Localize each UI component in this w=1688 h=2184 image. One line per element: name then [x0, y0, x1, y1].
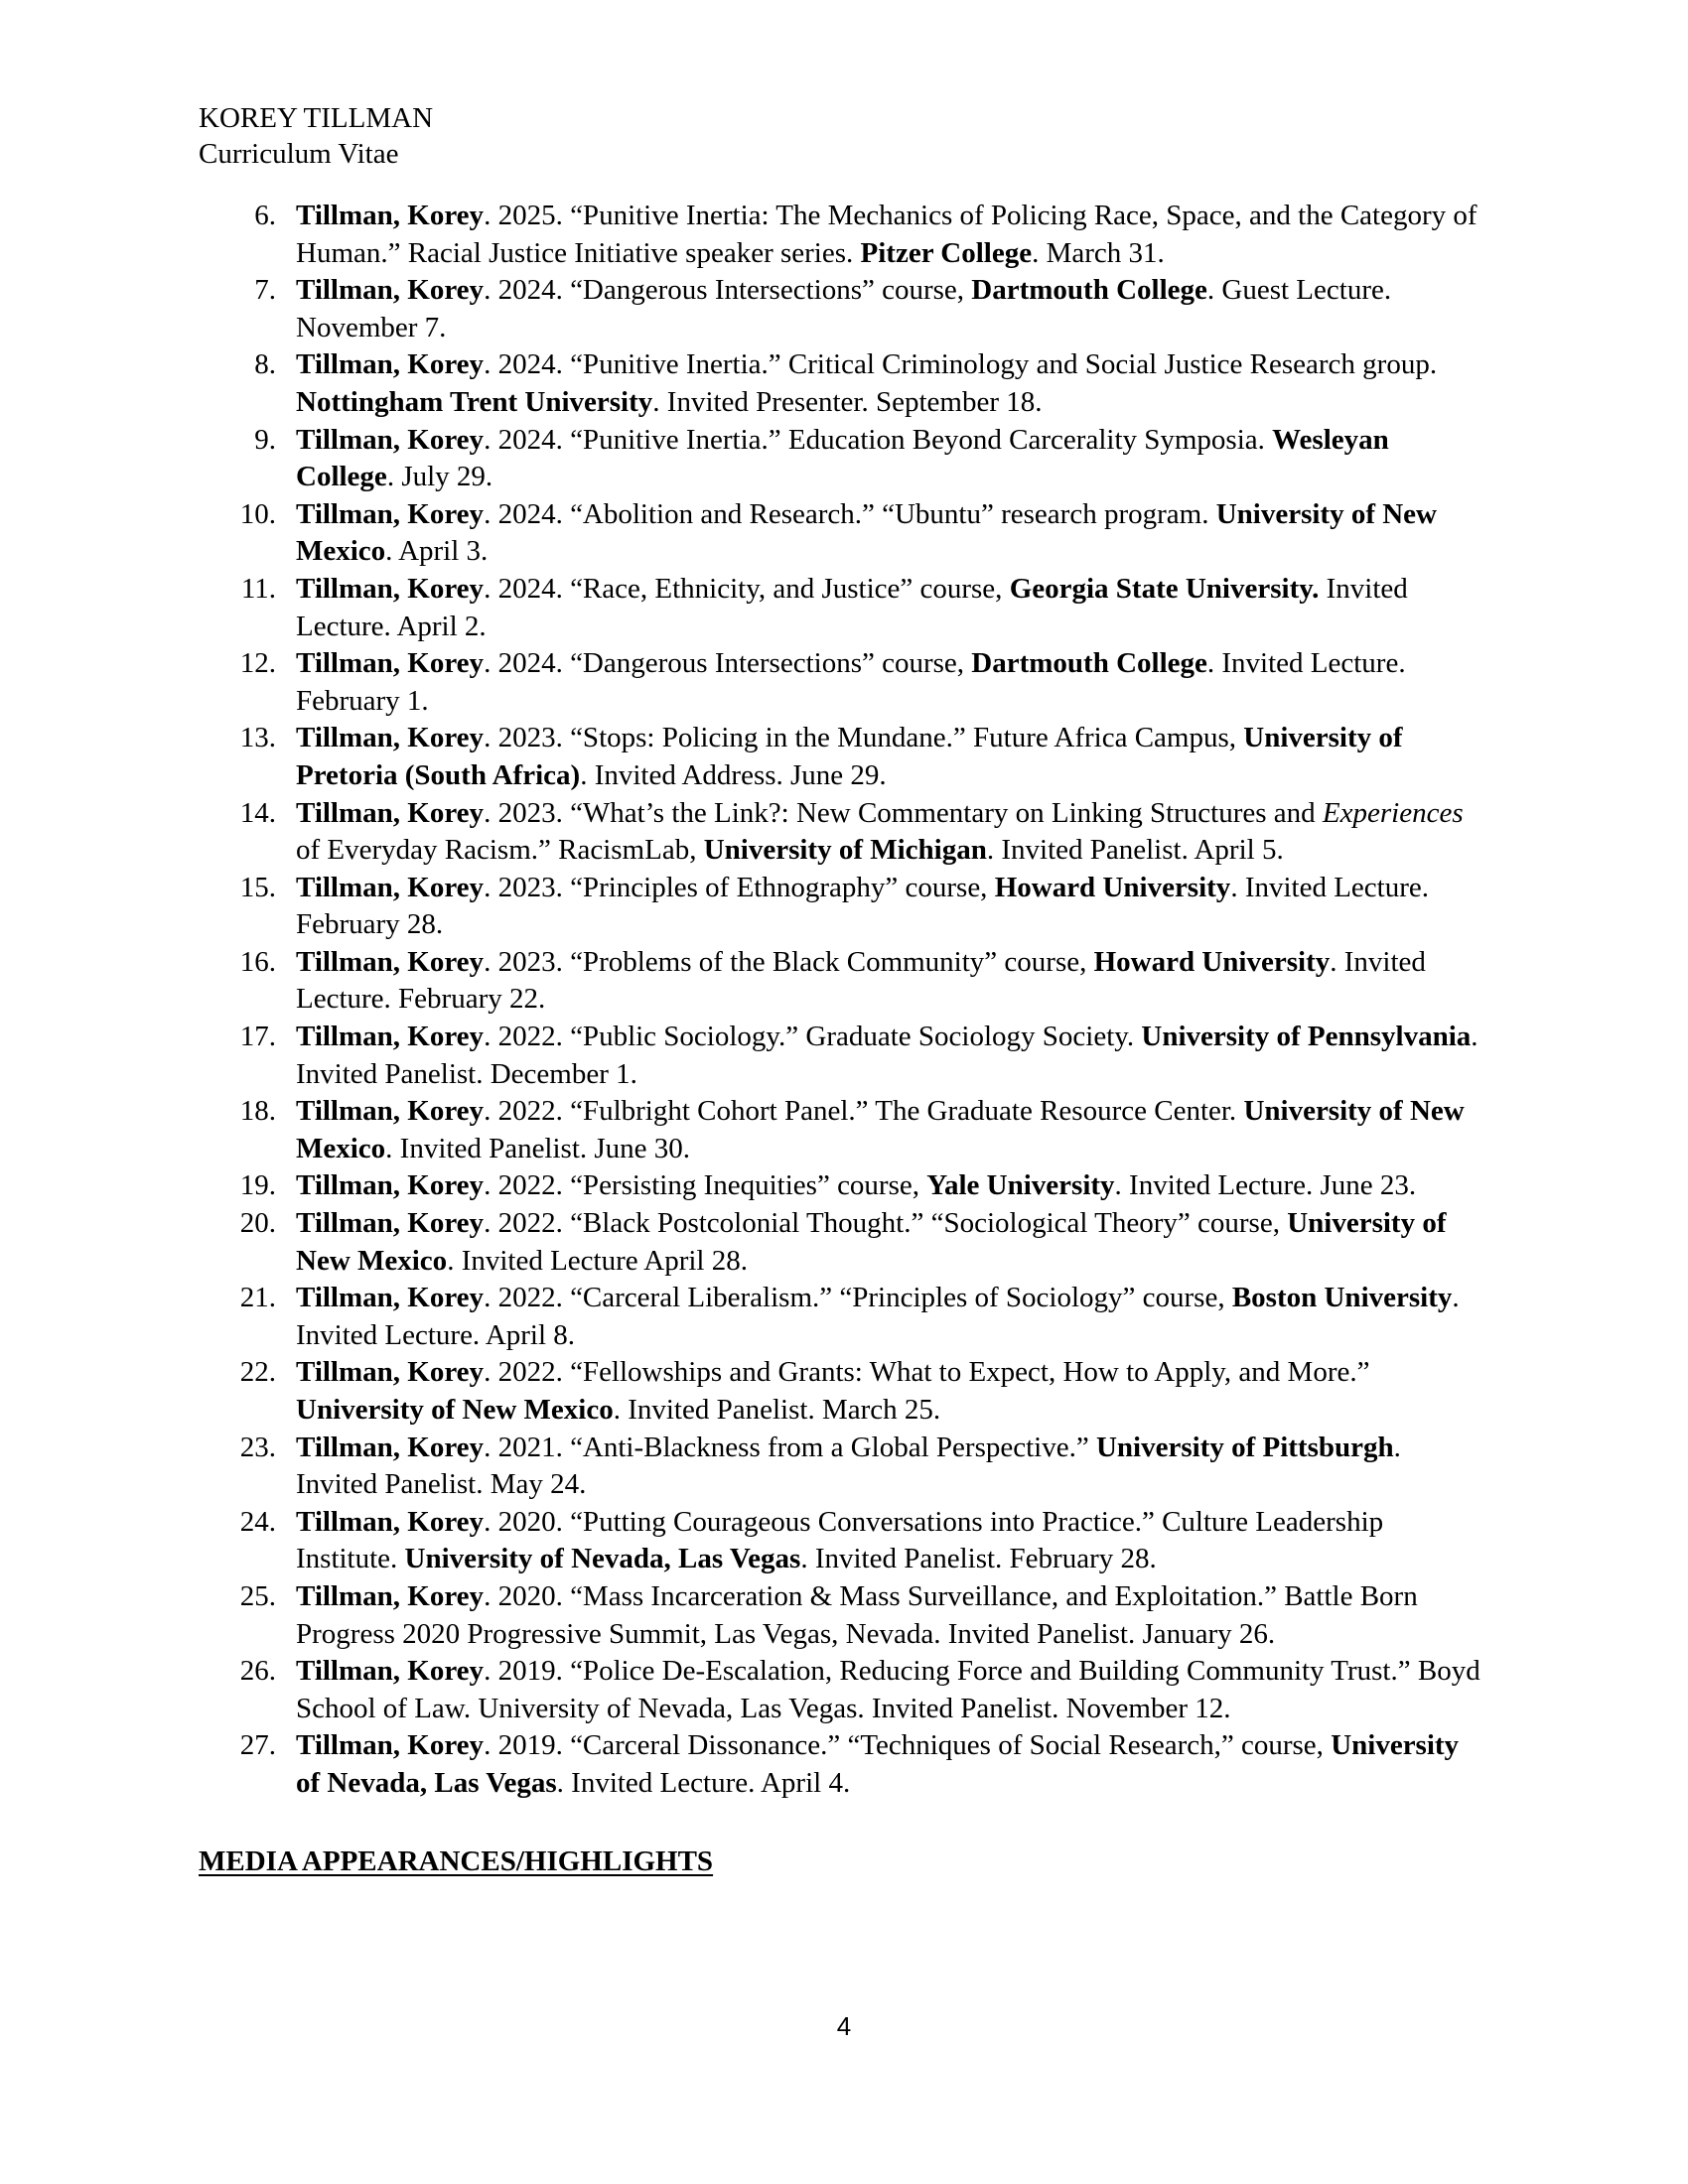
talk-number: 9.	[254, 423, 276, 456]
talk-item	[199, 1578, 1489, 1653]
talk-institution: University of New Mexico	[296, 1095, 1465, 1164]
talk-institution: Georgia State University.	[1009, 572, 1320, 605]
talk-item	[199, 198, 1489, 272]
talk-institution: Pitzer College	[860, 236, 1033, 269]
talk-number: 14.	[239, 796, 276, 829]
talk-institution: University of Nevada, Las Vegas	[296, 1729, 1460, 1799]
talk-details-continued: of Everyday Racism.” RacismLab,	[296, 834, 704, 867]
talk-number: 15.	[239, 871, 276, 903]
talk-details: . 2024. “Punitive Inertia.” Education Beyond Carcerality Symposia.	[484, 423, 1273, 456]
talk-number: 17.	[239, 1021, 276, 1053]
talk-author: Tillman, Korey	[296, 1207, 485, 1240]
talk-author: Tillman, Korey	[296, 1356, 485, 1389]
talk-author: Tillman, Korey	[296, 200, 485, 231]
talk-author: Tillman, Korey	[296, 1431, 485, 1463]
talk-details: . 2023. “Stops: Policing in the Mundane.” Future Africa Campus,	[484, 722, 1244, 754]
talk-details: . 2023. “Principles of Ethnography” course,	[484, 871, 995, 903]
talk-details: . 2024. “Race, Ethnicity, and Justice” course,	[484, 572, 1010, 605]
talk-tail: . Invited Lecture. April 4.	[556, 1766, 851, 1799]
talk-author: Tillman, Korey	[296, 1169, 485, 1202]
talk-item	[199, 1430, 1489, 1504]
talk-tail: . March 31.	[1032, 236, 1165, 269]
talk-institution: Wesleyan College	[296, 423, 1389, 493]
talk-tail: . Invited Lecture. June 23.	[1114, 1169, 1417, 1202]
talk-institution: Nottingham Trent University	[296, 385, 653, 418]
page-number: 4	[836, 2011, 852, 2041]
talk-institution: Dartmouth College	[971, 647, 1207, 680]
talk-details: . 2022. “Public Sociology.” Graduate Sociology Society.	[484, 1021, 1142, 1053]
talk-details: . 2023. “What’s the Link?: New Commentary on Linking Structures and	[484, 796, 1323, 829]
talk-number: 10.	[239, 497, 276, 530]
talk-tail: . Invited Lecture. February 28.	[296, 871, 1429, 941]
talk-details: . 2022. “Fulbright Cohort Panel.” The Graduate Resource Center.	[484, 1095, 1244, 1128]
talk-italic-text: Experiences	[1322, 796, 1464, 829]
talk-tail: . Invited Lecture April 28.	[447, 1244, 748, 1277]
talk-tail: . April 3.	[385, 535, 489, 568]
talk-author: Tillman, Korey	[296, 1282, 485, 1314]
talk-number: 6.	[254, 200, 276, 231]
talk-details: . 2024. “Dangerous Intersections” course,	[484, 647, 972, 680]
talk-institution: Howard University	[994, 871, 1231, 903]
talk-number: 8.	[254, 348, 276, 381]
talk-item	[199, 571, 1489, 645]
talk-author: Tillman, Korey	[296, 348, 485, 381]
talk-details: . 2020. “Mass Incarceration & Mass Surveillance, and Exploitation.” Battle Born Progress 2020 Progressive Summit, Las Vegas, Nevada. Invited Panelist. January 26.	[296, 1579, 1418, 1650]
talk-item	[199, 1653, 1489, 1727]
talk-item	[199, 870, 1489, 944]
talk-item	[199, 1205, 1489, 1280]
talk-item	[199, 496, 1489, 571]
talk-author: Tillman, Korey	[296, 796, 485, 829]
talk-item	[199, 346, 1489, 421]
talk-institution: University of Nevada, Las Vegas	[404, 1543, 801, 1575]
talk-author: Tillman, Korey	[296, 945, 485, 978]
talk-author: Tillman, Korey	[296, 647, 485, 680]
talk-author: Tillman, Korey	[296, 1655, 485, 1688]
talk-tail: . July 29.	[386, 461, 493, 493]
talk-tail: . Invited Address. June 29.	[580, 758, 887, 791]
talk-tail: . Invited Lecture. February 1.	[296, 647, 1406, 717]
talk-item	[199, 944, 1489, 1019]
talk-tail: . Invited Panelist. May 24.	[296, 1431, 1401, 1501]
talk-tail: . Invited Lecture. February 22.	[296, 945, 1426, 1016]
talk-number: 24.	[239, 1505, 276, 1538]
talk-author: Tillman, Korey	[296, 274, 485, 307]
talk-number: 27.	[239, 1729, 276, 1762]
talk-item	[199, 1727, 1489, 1802]
talk-institution: Boston University	[1231, 1282, 1453, 1314]
talk-author: Tillman, Korey	[296, 871, 485, 903]
talk-author: Tillman, Korey	[296, 1579, 485, 1612]
media-section-heading: MEDIA APPEARANCES/HIGHLIGHTS	[199, 1845, 714, 1877]
talk-number: 19.	[239, 1169, 276, 1202]
talk-details: . 2024. “Punitive Inertia.” Critical Criminology and Social Justice Research group.	[484, 348, 1438, 381]
talk-details: . 2025. “Punitive Inertia: The Mechanics of Policing Race, Space, and the Category of Human.” Racial Justice Initiative speaker series.	[296, 200, 1477, 269]
talk-author: Tillman, Korey	[296, 1021, 485, 1053]
talk-number: 26.	[239, 1655, 276, 1688]
talk-tail: Invited Lecture. April 2.	[296, 572, 1408, 642]
header-name: KOREY TILLMAN	[199, 102, 434, 134]
talk-details: . 2024. “Dangerous Intersections” course,	[484, 274, 972, 307]
talk-details: . 2022. “Fellowships and Grants: What to Expect, How to Apply, and More.”	[484, 1356, 1370, 1389]
talk-institution: Dartmouth College	[971, 274, 1207, 307]
talk-author: Tillman, Korey	[296, 572, 485, 605]
invited-talks-list	[199, 198, 1489, 1803]
talk-details: . 2022. “Persisting Inequities” course,	[484, 1169, 927, 1202]
talk-item	[199, 1093, 1489, 1167]
talk-institution: Yale University	[926, 1169, 1115, 1202]
talk-tail: . Invited Lecture. April 8.	[296, 1282, 1460, 1351]
talk-item	[199, 1167, 1489, 1205]
talk-number: 22.	[239, 1356, 276, 1389]
talk-number: 13.	[239, 722, 276, 754]
talk-number: 23.	[239, 1431, 276, 1463]
talk-number: 21.	[239, 1282, 276, 1314]
talk-institution: University of Pittsburgh	[1095, 1431, 1394, 1463]
talk-number: 7.	[254, 274, 276, 307]
talk-details: . 2022. “Carceral Liberalism.” “Principles of Sociology” course,	[484, 1282, 1232, 1314]
talk-author: Tillman, Korey	[296, 423, 485, 456]
talk-tail: . Invited Panelist. June 30.	[385, 1132, 691, 1164]
talk-details: . 2024. “Abolition and Research.” “Ubuntu” research program.	[484, 497, 1216, 530]
talk-item	[199, 422, 1489, 496]
talk-number: 20.	[239, 1207, 276, 1240]
talk-item	[199, 1280, 1489, 1354]
talk-tail: . Guest Lecture. November 7.	[296, 274, 1392, 343]
talk-author: Tillman, Korey	[296, 1505, 485, 1538]
talk-item	[199, 1354, 1489, 1429]
talk-number: 18.	[239, 1095, 276, 1128]
talk-institution: University of Pretoria (South Africa)	[296, 722, 1403, 791]
talk-item	[199, 1504, 1489, 1578]
talk-details: . 2023. “Problems of the Black Community” course,	[484, 945, 1094, 978]
talk-number: 12.	[239, 647, 276, 680]
talk-author: Tillman, Korey	[296, 722, 485, 754]
header-subtitle: Curriculum Vitae	[199, 138, 399, 170]
talk-item	[199, 1019, 1489, 1093]
talk-institution: University of Michigan	[703, 834, 987, 867]
running-header	[199, 100, 433, 172]
talk-item	[199, 272, 1489, 346]
talk-item	[199, 795, 1489, 870]
talk-institution: University of Pennsylvania	[1141, 1021, 1472, 1053]
talk-details: . 2019. “Carceral Dissonance.” “Techniques of Social Research,” course,	[484, 1729, 1332, 1762]
talk-tail: . Invited Panelist. March 25.	[613, 1394, 941, 1426]
talk-tail: . Invited Presenter. September 18.	[652, 385, 1043, 418]
talk-institution: University of New Mexico	[296, 1394, 614, 1426]
talk-institution: University of New Mexico	[296, 1207, 1447, 1277]
talk-author: Tillman, Korey	[296, 1095, 485, 1128]
talk-item	[199, 645, 1489, 720]
talk-institution: University of New Mexico	[296, 497, 1437, 568]
talk-details: . 2019. “Police De-Escalation, Reducing Force and Building Community Trust.” Boyd School of Law. University of Nevada, Las Vegas. Invited Panelist. November 12.	[296, 1655, 1480, 1724]
talk-tail: . Invited Panelist. December 1.	[296, 1021, 1478, 1090]
talk-tail: . Invited Panelist. April 5.	[986, 834, 1284, 867]
talk-author: Tillman, Korey	[296, 1729, 485, 1762]
talk-item	[199, 720, 1489, 794]
talk-number: 16.	[239, 945, 276, 978]
talk-institution: Howard University	[1093, 945, 1331, 978]
talk-details: . 2020. “Putting Courageous Conversations into Practice.” Culture Leadership Institute.	[296, 1505, 1384, 1575]
talk-author: Tillman, Korey	[296, 497, 485, 530]
talk-number: 25.	[239, 1579, 276, 1612]
talk-tail: . Invited Panelist. February 28.	[800, 1543, 1157, 1575]
talk-details: . 2021. “Anti-Blackness from a Global Perspective.”	[484, 1431, 1096, 1463]
talk-details: . 2022. “Black Postcolonial Thought.” “Sociological Theory” course,	[484, 1207, 1288, 1240]
talk-number: 11.	[240, 572, 276, 605]
